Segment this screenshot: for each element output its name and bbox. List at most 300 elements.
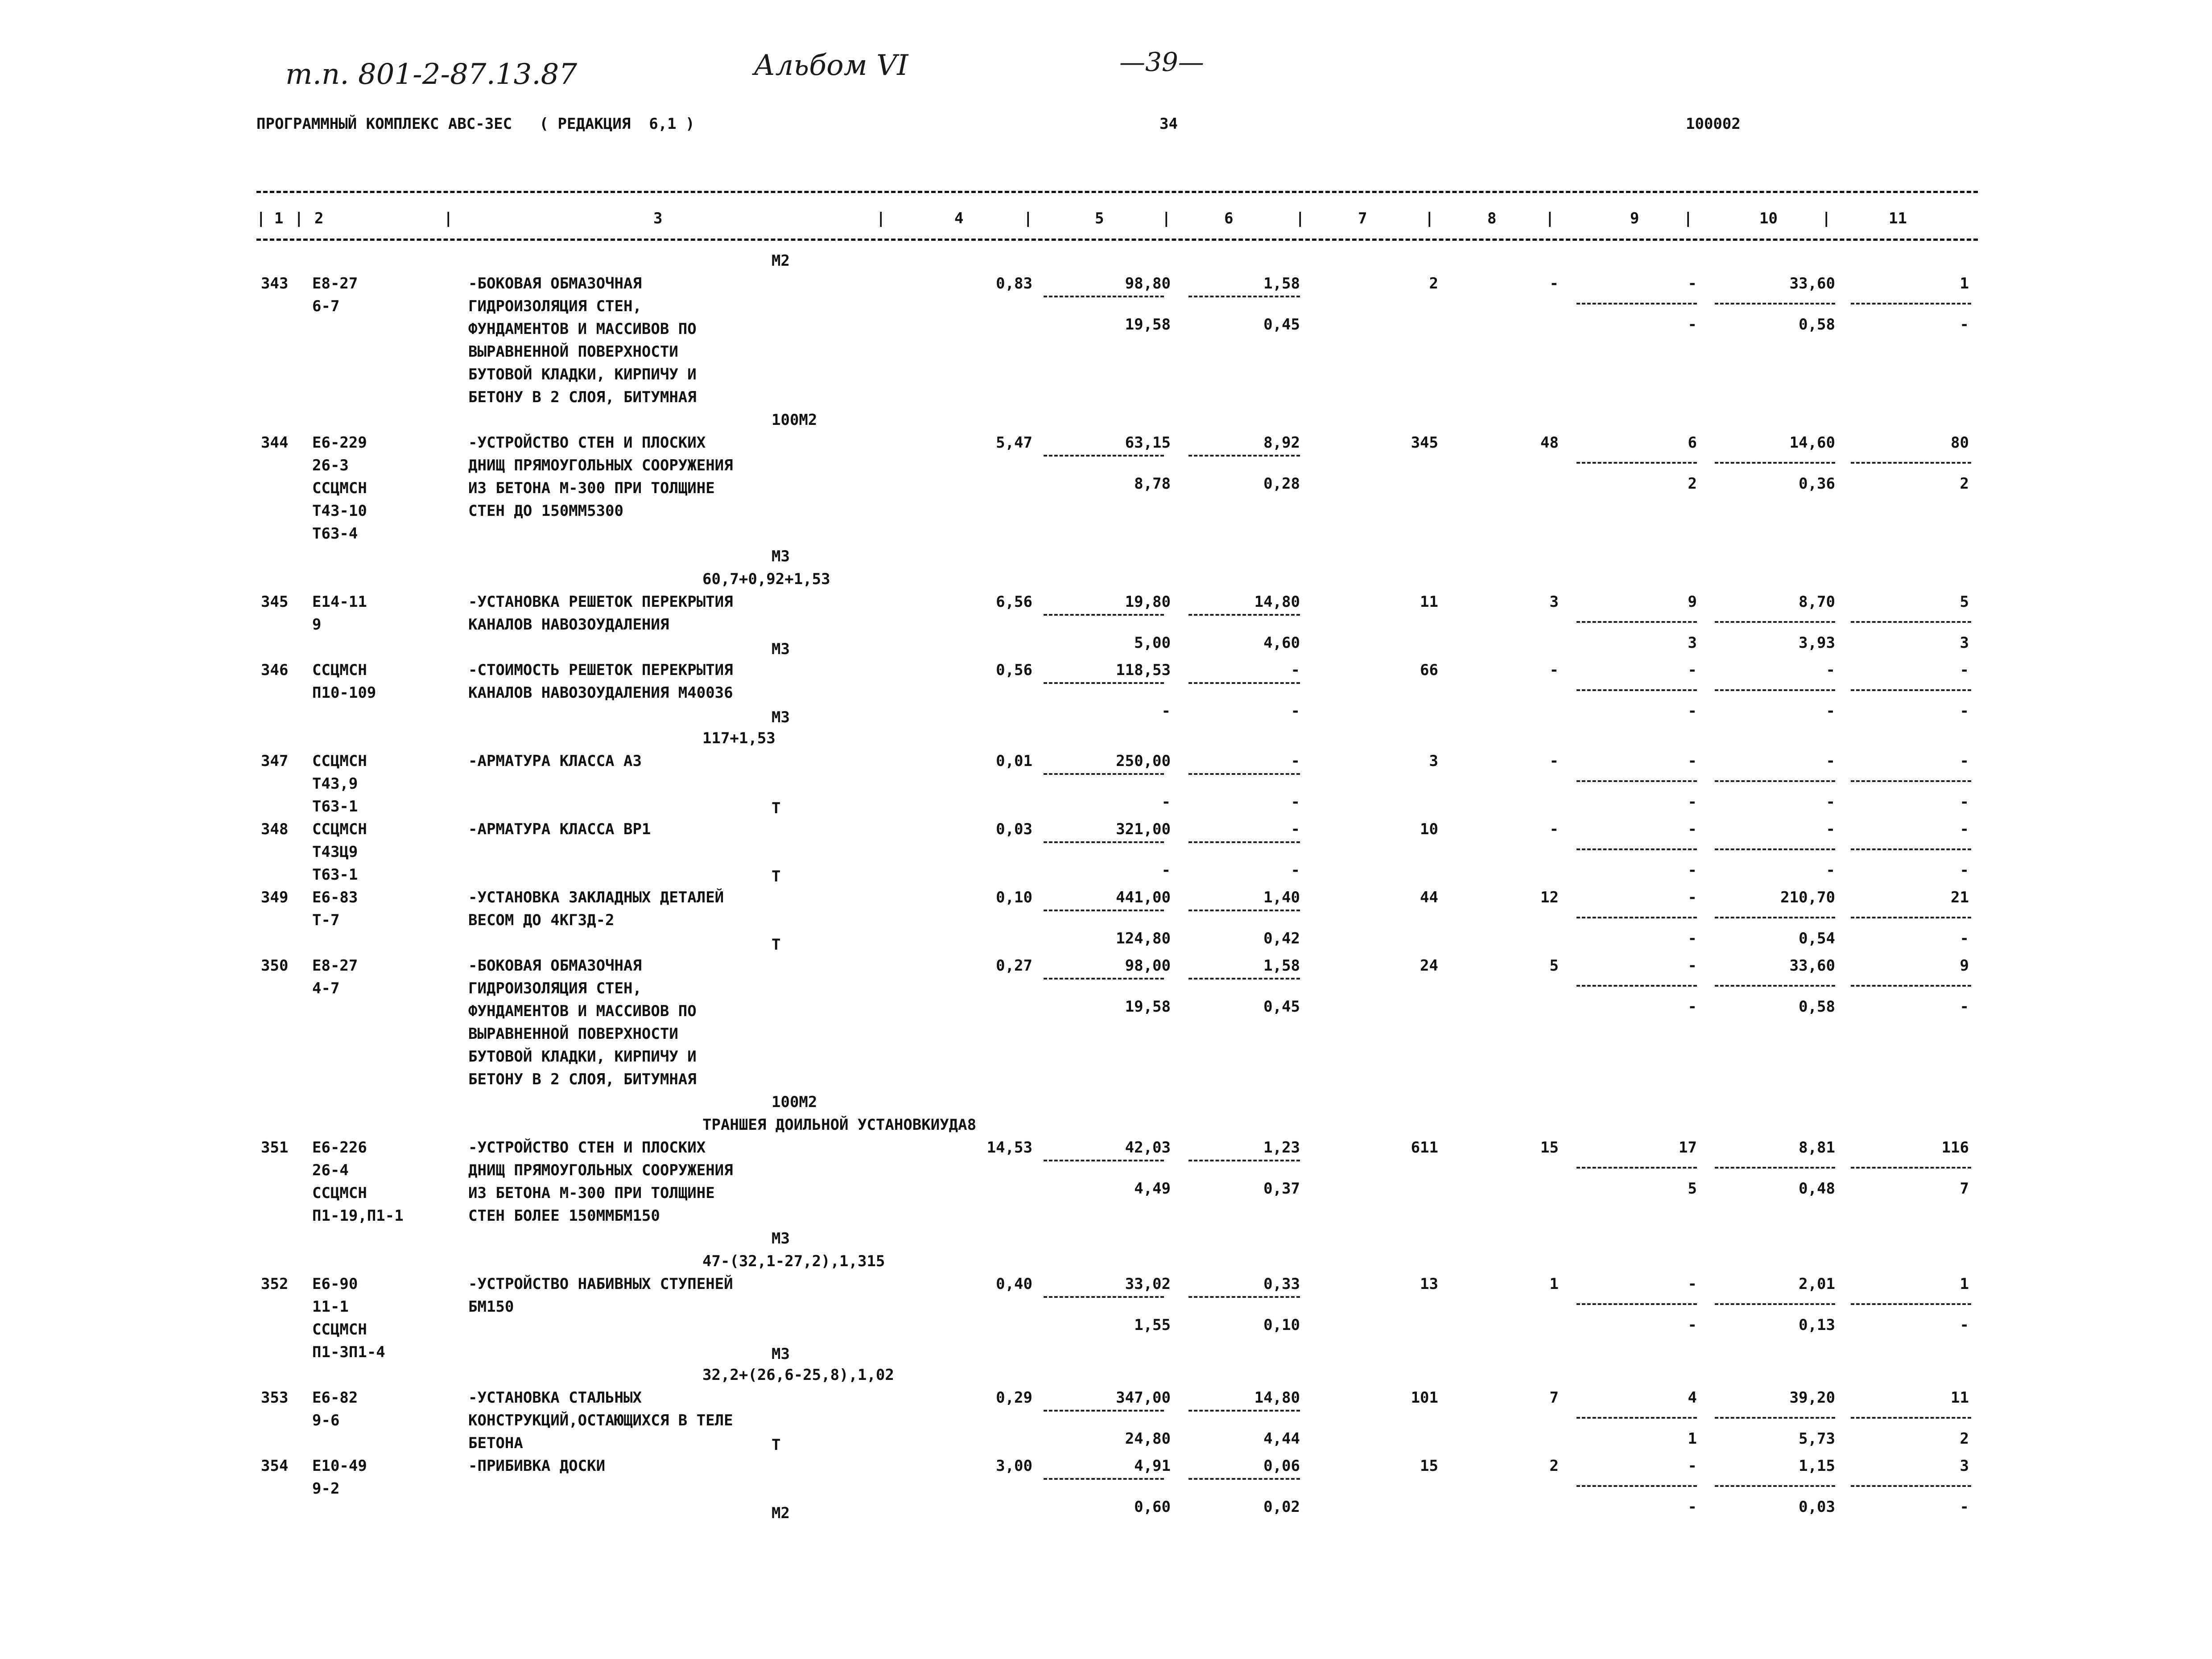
value-separator [1189, 910, 1300, 911]
page-number: —39— [1119, 47, 1204, 77]
labor-per-unit: 33,60 [1789, 275, 1835, 292]
work-description: СТЕН БОЛЕЕ 150ММБМ150 [468, 1207, 660, 1225]
total-machine: - [1688, 1457, 1697, 1475]
machinist-labor-per-unit: - [1826, 861, 1835, 879]
norm-code: Т63-1 [312, 798, 358, 815]
norm-code: 9-2 [312, 1480, 340, 1498]
column-number: 2 [314, 210, 324, 227]
work-description: БЕТОНУ В 2 СЛОЯ, БИТУМНАЯ [468, 1070, 697, 1088]
machinist-labor-total: - [1960, 702, 1969, 720]
total-machine-wage: 5 [1688, 1180, 1697, 1198]
formula-line: 47-(32,1-27,2),1,315 [702, 1252, 885, 1270]
labor-total: 1 [1960, 275, 1969, 292]
unit-label: М3 [772, 708, 790, 726]
total-machine-wage: 3 [1688, 634, 1697, 652]
machine-wage: - [1291, 702, 1300, 720]
row-number: 349 [261, 889, 289, 906]
column-divider: | [1162, 210, 1171, 227]
total-machine: - [1688, 661, 1697, 679]
norm-code: 9 [312, 616, 322, 634]
value-separator [1189, 773, 1300, 775]
labor-per-unit: 210,70 [1780, 889, 1835, 906]
labor-per-unit: - [1826, 820, 1835, 838]
labor-per-unit: 14,60 [1789, 434, 1835, 452]
norm-code: П1-3П1-4 [312, 1343, 385, 1361]
value-separator [1851, 985, 1971, 987]
labor-total: 9 [1960, 957, 1969, 975]
column-divider: | [1545, 210, 1555, 227]
total-wage: 12 [1540, 889, 1559, 906]
machinist-labor-per-unit: 0,54 [1799, 930, 1835, 947]
unit-cost: 118,53 [1116, 661, 1171, 679]
row-number: 344 [261, 434, 289, 452]
unit-label: М2 [772, 1504, 790, 1522]
norm-code: Е6-90 [312, 1275, 358, 1293]
value-separator [1576, 917, 1697, 918]
column-number: 3 [653, 210, 663, 227]
total-machine-wage: 1 [1688, 1430, 1697, 1448]
work-description: -СТОИМОСТЬ РЕШЕТОК ПЕРЕКРЫТИЯ [468, 661, 733, 679]
machine-cost: - [1291, 820, 1300, 838]
total-machine: - [1688, 957, 1697, 975]
norm-code: Т43-10 [312, 502, 367, 520]
total-machine-wage: - [1688, 998, 1697, 1016]
value-separator [1851, 848, 1971, 850]
value-separator [1189, 978, 1300, 980]
value-separator [1044, 296, 1164, 297]
value-separator [1851, 1485, 1971, 1487]
machinist-labor-per-unit: 5,73 [1799, 1430, 1835, 1448]
total-cost: 44 [1420, 889, 1438, 906]
machine-cost: 1,58 [1263, 275, 1300, 292]
unit-wage: 4,49 [1134, 1180, 1171, 1198]
document-code: 100002 [1686, 115, 1741, 133]
unit-cost: 19,80 [1125, 593, 1171, 611]
unit-wage: 19,58 [1125, 998, 1171, 1016]
labor-total: - [1960, 661, 1969, 679]
sheet-number: 34 [1160, 115, 1178, 133]
column-divider: | [876, 210, 886, 227]
total-wage: 1 [1549, 1275, 1559, 1293]
value-separator [1044, 1296, 1164, 1298]
machinist-labor-total: - [1960, 998, 1969, 1016]
project-number: т.п. 801-2-87.13.87 [285, 58, 578, 91]
norm-code: Т43,9 [312, 775, 358, 793]
total-cost: 11 [1420, 593, 1438, 611]
value-separator [1851, 462, 1971, 464]
column-number: 11 [1889, 210, 1907, 227]
work-description: БУТОВОЙ КЛАДКИ, КИРПИЧУ И [468, 366, 697, 383]
column-divider: | [1296, 210, 1305, 227]
value-separator [1189, 1296, 1300, 1298]
value-separator [1576, 1417, 1697, 1419]
norm-code: ССЦМСН [312, 752, 367, 770]
machinist-labor-per-unit: 0,48 [1799, 1180, 1835, 1198]
work-description: ВЫРАВНЕННОЙ ПОВЕРХНОСТИ [468, 343, 678, 361]
machine-wage: 0,02 [1263, 1498, 1300, 1516]
column-divider: | [1023, 210, 1033, 227]
work-description: ГИДРОИЗОЛЯЦИЯ СТЕН, [468, 980, 642, 997]
value-separator [1189, 1410, 1300, 1412]
work-description: -УСТРОЙСТВО СТЕН И ПЛОСКИХ [468, 1139, 706, 1157]
norm-code: 9-6 [312, 1412, 340, 1429]
quantity: 0,40 [996, 1275, 1032, 1293]
value-separator [1044, 1160, 1164, 1161]
row-number: 343 [261, 275, 289, 292]
value-separator [1189, 614, 1300, 616]
row-number: 351 [261, 1139, 289, 1157]
norm-code: Е6-226 [312, 1139, 367, 1157]
total-cost: 10 [1420, 820, 1438, 838]
work-description: -БОКОВАЯ ОБМАЗОЧНАЯ [468, 957, 642, 975]
labor-total: 116 [1941, 1139, 1969, 1157]
norm-code: 4-7 [312, 980, 340, 997]
labor-per-unit: - [1826, 752, 1835, 770]
column-divider: | [256, 210, 266, 227]
value-separator [1576, 621, 1697, 623]
row-number: 350 [261, 957, 289, 975]
work-description: ВЫРАВНЕННОЙ ПОВЕРХНОСТИ [468, 1025, 678, 1043]
unit-wage: 19,58 [1125, 316, 1171, 333]
unit-wage: - [1161, 861, 1171, 879]
value-separator [1715, 1417, 1835, 1419]
machinist-labor-total: - [1960, 793, 1969, 811]
work-description: ФУНДАМЕНТОВ И МАССИВОВ ПО [468, 320, 697, 338]
column-number: 4 [954, 210, 964, 227]
machine-cost: - [1291, 752, 1300, 770]
total-machine-wage: - [1688, 702, 1697, 720]
quantity: 0,83 [996, 275, 1032, 292]
norm-code: Е14-11 [312, 593, 367, 611]
machine-cost: 1,40 [1263, 889, 1300, 906]
total-cost: 13 [1420, 1275, 1438, 1293]
labor-per-unit: 33,60 [1789, 957, 1835, 975]
table-header-rule [256, 239, 1978, 241]
unit-wage: 5,00 [1134, 634, 1171, 652]
total-wage: 2 [1549, 1457, 1559, 1475]
column-divider: | [444, 210, 453, 227]
total-cost: 3 [1429, 752, 1438, 770]
machine-wage: - [1291, 861, 1300, 879]
row-number: 347 [261, 752, 289, 770]
quantity: 14,53 [986, 1139, 1032, 1157]
work-description: КАНАЛОВ НАВОЗОУДАЛЕНИЯ М40036 [468, 684, 733, 702]
value-separator [1576, 1167, 1697, 1169]
work-description: -УСТАНОВКА РЕШЕТОК ПЕРЕКРЫТИЯ [468, 593, 733, 611]
total-cost: 345 [1411, 434, 1438, 452]
total-wage: 5 [1549, 957, 1559, 975]
column-divider: | [294, 210, 304, 227]
total-machine-wage: - [1688, 316, 1697, 333]
total-wage: - [1549, 661, 1559, 679]
norm-code: Е6-83 [312, 889, 358, 906]
total-wage: 48 [1540, 434, 1559, 452]
norm-code: Т63-1 [312, 866, 358, 884]
formula-line: 32,2+(26,6-25,8),1,02 [702, 1366, 894, 1384]
total-cost: 66 [1420, 661, 1438, 679]
unit-wage: 0,60 [1134, 1498, 1171, 1516]
column-number: 7 [1358, 210, 1367, 227]
value-separator [1044, 1410, 1164, 1412]
value-separator [1044, 978, 1164, 980]
work-description: -УСТАНОВКА СТАЛЬНЫХ [468, 1389, 642, 1407]
machine-wage: 0,28 [1263, 475, 1300, 493]
machinist-labor-per-unit: 0,13 [1799, 1316, 1835, 1334]
labor-total: 5 [1960, 593, 1969, 611]
value-separator [1851, 621, 1971, 623]
machinist-labor-total: - [1960, 1316, 1969, 1334]
quantity: 3,00 [996, 1457, 1032, 1475]
total-wage: 3 [1549, 593, 1559, 611]
row-number: 353 [261, 1389, 289, 1407]
formula-line: 60,7+0,92+1,53 [702, 570, 830, 588]
machine-wage: 0,42 [1263, 930, 1300, 947]
column-number: 5 [1095, 210, 1104, 227]
quantity: 0,56 [996, 661, 1032, 679]
value-separator [1715, 1303, 1835, 1305]
labor-per-unit: 8,81 [1799, 1139, 1835, 1157]
formula-line: ТРАНШЕЯ ДОИЛЬНОЙ УСТАНОВКИУДА8 [702, 1116, 977, 1134]
unit-cost: 98,80 [1125, 275, 1171, 292]
total-machine: - [1688, 752, 1697, 770]
total-machine: - [1688, 1275, 1697, 1293]
row-number: 352 [261, 1275, 289, 1293]
formula-line: 100М2 [772, 1093, 817, 1111]
work-description: КОНСТРУКЦИЙ,ОСТАЮЩИХСЯ В ТЕЛЕ [468, 1412, 733, 1429]
unit-wage: - [1161, 793, 1171, 811]
total-machine: 17 [1679, 1139, 1697, 1157]
work-description: ДНИЩ ПРЯМОУГОЛЬНЫХ СООРУЖЕНИЯ [468, 457, 733, 474]
formula-line: 100М2 [772, 411, 817, 429]
total-wage: 7 [1549, 1389, 1559, 1407]
value-separator [1715, 621, 1835, 623]
machinist-labor-total: - [1960, 1498, 1969, 1516]
work-description: -УСТРОЙСТВО НАБИВНЫХ СТУПЕНЕЙ [468, 1275, 733, 1293]
value-separator [1189, 841, 1300, 843]
work-description: СТЕН ДО 150ММ5300 [468, 502, 623, 520]
norm-code: Е8-27 [312, 275, 358, 292]
formula-line: 117+1,53 [702, 729, 776, 747]
norm-code: 11-1 [312, 1298, 349, 1316]
value-separator [1715, 780, 1835, 782]
work-description: ВЕСОМ ДО 4КГ3Д-2 [468, 911, 615, 929]
work-description: -АРМАТУРА КЛАССА ВР1 [468, 820, 651, 838]
norm-code: 6-7 [312, 297, 340, 315]
work-description: -БОКОВАЯ ОБМАЗОЧНАЯ [468, 275, 642, 292]
row-number: 354 [261, 1457, 289, 1475]
value-separator [1715, 985, 1835, 987]
machine-cost: 0,06 [1263, 1457, 1300, 1475]
machinist-labor-per-unit: - [1826, 793, 1835, 811]
labor-per-unit: 1,15 [1799, 1457, 1835, 1475]
unit-cost: 4,91 [1134, 1457, 1171, 1475]
machinist-labor-per-unit: 0,58 [1799, 316, 1835, 333]
quantity: 0,01 [996, 752, 1032, 770]
unit-cost: 441,00 [1116, 889, 1171, 906]
value-separator [1715, 303, 1835, 305]
machinist-labor-total: - [1960, 861, 1969, 879]
unit-cost: 250,00 [1116, 752, 1171, 770]
labor-total: - [1960, 820, 1969, 838]
quantity: 6,56 [996, 593, 1032, 611]
machine-cost: 1,23 [1263, 1139, 1300, 1157]
work-description: ИЗ БЕТОНА М-300 ПРИ ТОЛЩИНЕ [468, 1184, 715, 1202]
total-cost: 101 [1411, 1389, 1438, 1407]
norm-code: Е10-49 [312, 1457, 367, 1475]
work-description: БЕТОНА [468, 1434, 523, 1452]
machine-cost: - [1291, 661, 1300, 679]
value-separator [1044, 1478, 1164, 1480]
machine-wage: - [1291, 793, 1300, 811]
value-separator [1189, 1160, 1300, 1161]
value-separator [1851, 1417, 1971, 1419]
formula-line: М2 [772, 252, 790, 270]
column-divider: | [1425, 210, 1434, 227]
total-machine: 4 [1688, 1389, 1697, 1407]
labor-per-unit: - [1826, 661, 1835, 679]
unit-label: Т [772, 799, 781, 817]
column-divider: | [1684, 210, 1693, 227]
work-description: БЕТОНУ В 2 СЛОЯ, БИТУМНАЯ [468, 388, 697, 406]
column-number: 1 [274, 210, 284, 227]
machinist-labor-total: 3 [1960, 634, 1969, 652]
value-separator [1715, 689, 1835, 691]
labor-total: 80 [1951, 434, 1969, 452]
formula-line: М3 [772, 1230, 790, 1247]
software-title: ПРОГРАММНЫЙ КОМПЛЕКС АВС-3ЕС ( РЕДАКЦИЯ 6,1 ) [256, 115, 695, 133]
work-description: -УСТРОЙСТВО СТЕН И ПЛОСКИХ [468, 434, 706, 452]
work-description: ГИДРОИЗОЛЯЦИЯ СТЕН, [468, 297, 642, 315]
row-number: 345 [261, 593, 289, 611]
machinist-labor-per-unit: 0,03 [1799, 1498, 1835, 1516]
norm-code: ССЦМСН [312, 1321, 367, 1338]
norm-code: Т-7 [312, 911, 340, 929]
row-number: 346 [261, 661, 289, 679]
machinist-labor-total: - [1960, 930, 1969, 947]
value-separator [1576, 689, 1697, 691]
total-machine-wage: - [1688, 1498, 1697, 1516]
labor-per-unit: 2,01 [1799, 1275, 1835, 1293]
value-separator [1044, 773, 1164, 775]
value-separator [1044, 614, 1164, 616]
value-separator [1715, 462, 1835, 464]
total-wage: 15 [1540, 1139, 1559, 1157]
unit-cost: 321,00 [1116, 820, 1171, 838]
value-separator [1044, 682, 1164, 684]
labor-total: 1 [1960, 1275, 1969, 1293]
norm-code: ССЦМСН [312, 820, 367, 838]
work-description: БУТОВОЙ КЛАДКИ, КИРПИЧУ И [468, 1048, 697, 1066]
table-top-rule [256, 191, 1978, 193]
unit-cost: 33,02 [1125, 1275, 1171, 1293]
machine-wage: 0,45 [1263, 998, 1300, 1016]
value-separator [1851, 1167, 1971, 1169]
total-machine-wage: - [1688, 861, 1697, 879]
total-wage: - [1549, 752, 1559, 770]
unit-label: Т [772, 936, 781, 954]
column-number: 9 [1630, 210, 1639, 227]
machinist-labor-total: 2 [1960, 475, 1969, 493]
total-machine: 9 [1688, 593, 1697, 611]
total-machine: - [1688, 275, 1697, 292]
value-separator [1044, 455, 1164, 457]
machine-wage: 0,37 [1263, 1180, 1300, 1198]
machine-cost: 0,33 [1263, 1275, 1300, 1293]
norm-code: 26-4 [312, 1161, 349, 1179]
norm-code: П1-19,П1-1 [312, 1207, 404, 1225]
norm-code: Т63-4 [312, 525, 358, 543]
unit-label: М3 [772, 1345, 790, 1363]
machine-cost: 8,92 [1263, 434, 1300, 452]
quantity: 0,29 [996, 1389, 1032, 1407]
value-separator [1851, 917, 1971, 918]
row-number: 348 [261, 820, 289, 838]
machine-wage: 4,44 [1263, 1430, 1300, 1448]
norm-code: Е6-82 [312, 1389, 358, 1407]
labor-total: 3 [1960, 1457, 1969, 1475]
column-number: 6 [1224, 210, 1234, 227]
value-separator [1851, 780, 1971, 782]
machinist-labor-total: 2 [1960, 1430, 1969, 1448]
total-machine-wage: - [1688, 1316, 1697, 1334]
column-divider: | [1822, 210, 1831, 227]
value-separator [1189, 682, 1300, 684]
machine-cost: 14,80 [1254, 593, 1300, 611]
work-description: ИЗ БЕТОНА М-300 ПРИ ТОЛЩИНЕ [468, 479, 715, 497]
formula-line: М3 [772, 548, 790, 565]
unit-wage: 8,78 [1134, 475, 1171, 493]
work-description: -ПРИБИВКА ДОСКИ [468, 1457, 606, 1475]
value-separator [1851, 689, 1971, 691]
value-separator [1576, 985, 1697, 987]
machinist-labor-per-unit: 3,93 [1799, 634, 1835, 652]
value-separator [1189, 455, 1300, 457]
value-separator [1715, 848, 1835, 850]
total-wage: - [1549, 275, 1559, 292]
total-machine-wage: 2 [1688, 475, 1697, 493]
unit-label: Т [772, 1436, 781, 1454]
machinist-labor-per-unit: - [1826, 702, 1835, 720]
value-separator [1715, 1167, 1835, 1169]
labor-total: 11 [1951, 1389, 1969, 1407]
norm-code: Т43Ц9 [312, 843, 358, 861]
norm-code: 26-3 [312, 457, 349, 474]
value-separator [1044, 841, 1164, 843]
quantity: 0,03 [996, 820, 1032, 838]
total-machine: - [1688, 889, 1697, 906]
value-separator [1851, 1303, 1971, 1305]
unit-cost: 42,03 [1125, 1139, 1171, 1157]
work-description: -УСТАНОВКА ЗАКЛАДНЫХ ДЕТАЛЕЙ [468, 889, 724, 906]
value-separator [1576, 462, 1697, 464]
labor-per-unit: 8,70 [1799, 593, 1835, 611]
total-cost: 24 [1420, 957, 1438, 975]
value-separator [1576, 1485, 1697, 1487]
norm-code: ССЦМСН [312, 479, 367, 497]
total-machine: - [1688, 820, 1697, 838]
norm-code: Е6-229 [312, 434, 367, 452]
unit-wage: - [1161, 702, 1171, 720]
unit-cost: 347,00 [1116, 1389, 1171, 1407]
norm-code: ССЦМСН [312, 661, 367, 679]
total-cost: 2 [1429, 275, 1438, 292]
value-separator [1576, 780, 1697, 782]
machinist-labor-total: 7 [1960, 1180, 1969, 1198]
total-cost: 15 [1420, 1457, 1438, 1475]
work-description: КАНАЛОВ НАВОЗОУДАЛЕНИЯ [468, 616, 669, 634]
quantity: 5,47 [996, 434, 1032, 452]
value-separator [1576, 303, 1697, 305]
